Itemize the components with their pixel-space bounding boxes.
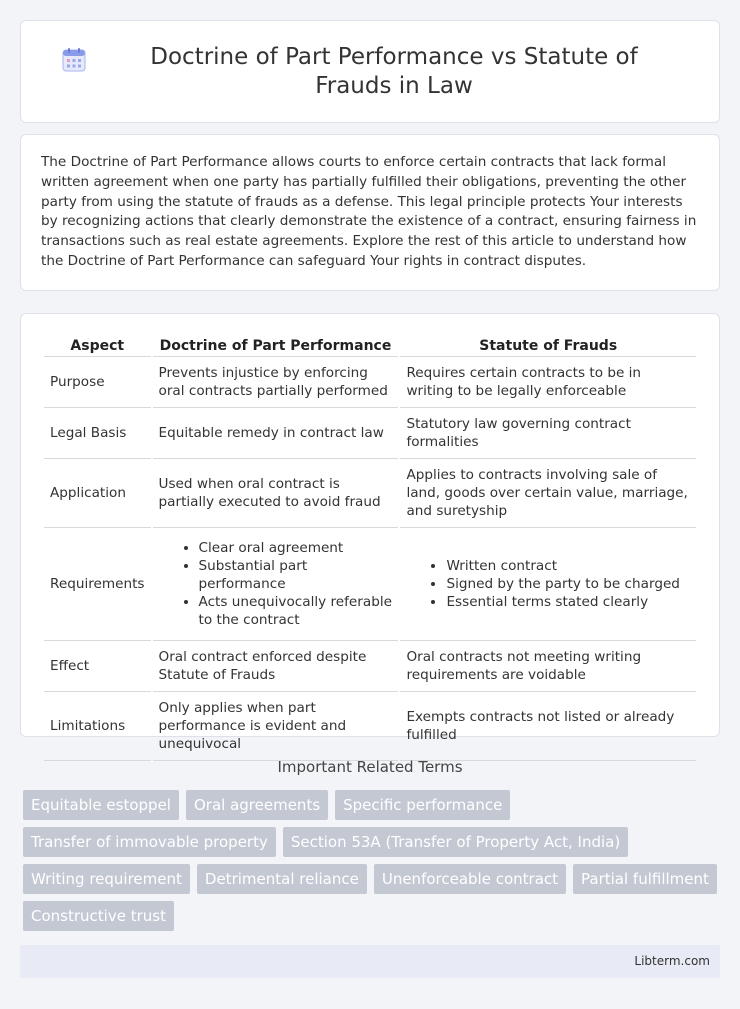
- related-terms-heading: Important Related Terms: [277, 758, 463, 776]
- row-aspect: Requirements: [44, 528, 151, 641]
- related-terms-tags: [23, 790, 723, 938]
- row-part-performance: Equitable remedy in contract law: [153, 408, 399, 459]
- tag-transfer-of-immovable-property[interactable]: Transfer of immovable property: [23, 827, 276, 857]
- list-item: • Substantial part performance: [199, 557, 393, 593]
- row-part-performance: Prevents injustice by enforcing oral contracts partially performed: [153, 357, 399, 408]
- table-row: [44, 459, 696, 528]
- tag-writing-requirement[interactable]: Writing requirement: [23, 864, 190, 894]
- tag-section-53a[interactable]: Section 53A (Transfer of Property Act, India): [283, 827, 628, 857]
- calendar-icon: [61, 47, 87, 73]
- tag-row: [23, 864, 723, 894]
- table-row: [44, 528, 696, 641]
- tag-specific-performance[interactable]: Specific performance: [335, 790, 510, 820]
- tag-constructive-trust[interactable]: Constructive trust: [23, 901, 174, 931]
- row-part-performance: Oral contract enforced despite Statute of Frauds: [153, 641, 399, 692]
- column-header-part-performance: Doctrine of Part Performance: [153, 334, 399, 357]
- tag-partial-fulfillment[interactable]: Partial fulfillment: [573, 864, 717, 894]
- row-statute-of-frauds: [400, 528, 696, 641]
- tag-unenforceable-contract[interactable]: Unenforceable contract: [374, 864, 566, 894]
- row-statute-of-frauds: Requires certain contracts to be in writing to be legally enforceable: [400, 357, 696, 408]
- table-row: [44, 357, 696, 408]
- table-row: [44, 641, 696, 692]
- row-part-performance: Only applies when part performance is evident and unequivocal: [153, 692, 399, 761]
- row-aspect: Legal Basis: [44, 408, 151, 459]
- tag-detrimental-reliance[interactable]: Detrimental reliance: [197, 864, 367, 894]
- intro-paragraph: The Doctrine of Part Performance allows courts to enforce certain contracts that lack formal written agreement when one party has partially fulfilled their obligations, preventing the other party from using the statute of frauds as a defense. This legal principle protects Your interests by recognizing actions that clearly demonstrate the existence of a contract, ensuring fairness in transactions such as real estate agreements. Explore the rest of this article to understand how the Doctrine of Part Performance can safeguard Your rights in contract disputes.: [41, 154, 697, 269]
- row-part-performance: Used when oral contract is partially executed to avoid fraud: [153, 459, 399, 528]
- row-statute-of-frauds: Statutory law governing contract formalities: [400, 408, 696, 459]
- page-title: Doctrine of Part Performance vs Statute of Frauds in Law: [150, 43, 638, 99]
- footer-site-link[interactable]: Libterm.com: [634, 954, 710, 968]
- comparison-card: [20, 313, 720, 752]
- list-item: • Essential terms stated clearly: [446, 593, 690, 611]
- list-item: • Acts unequivocally referable to the contract: [199, 593, 393, 629]
- row-statute-of-frauds: Oral contracts not meeting writing requirements are voidable: [400, 641, 696, 692]
- column-header-aspect: Aspect: [44, 334, 151, 357]
- row-statute-of-frauds: Applies to contracts involving sale of land, goods over certain value, marriage, and suretyship: [400, 459, 696, 528]
- row-aspect: Purpose: [44, 357, 151, 408]
- requirements-list: [159, 539, 393, 629]
- tag-row: [23, 827, 723, 857]
- table-row: [44, 408, 696, 459]
- tag-row: [23, 901, 723, 931]
- tag-equitable-estoppel[interactable]: Equitable estoppel: [23, 790, 179, 820]
- row-aspect: Limitations: [44, 692, 151, 761]
- table-header-row: [44, 334, 696, 357]
- row-part-performance: [153, 528, 399, 641]
- footer: [20, 945, 720, 978]
- table-row: [44, 692, 696, 761]
- tag-oral-agreements[interactable]: Oral agreements: [186, 790, 328, 820]
- tag-row: [23, 790, 723, 820]
- row-statute-of-frauds: Exempts contracts not listed or already fulfilled: [400, 692, 696, 761]
- row-aspect: Application: [44, 459, 151, 528]
- row-aspect: Effect: [44, 641, 151, 692]
- list-item: • Signed by the party to be charged: [446, 575, 690, 593]
- comparison-table: [42, 334, 698, 761]
- list-item: • Written contract: [446, 557, 690, 575]
- column-header-statute-of-frauds: Statute of Frauds: [400, 334, 696, 357]
- requirements-list: [406, 557, 690, 611]
- intro-card: [20, 134, 720, 291]
- list-item: • Clear oral agreement: [199, 539, 393, 557]
- title-card: [20, 20, 720, 123]
